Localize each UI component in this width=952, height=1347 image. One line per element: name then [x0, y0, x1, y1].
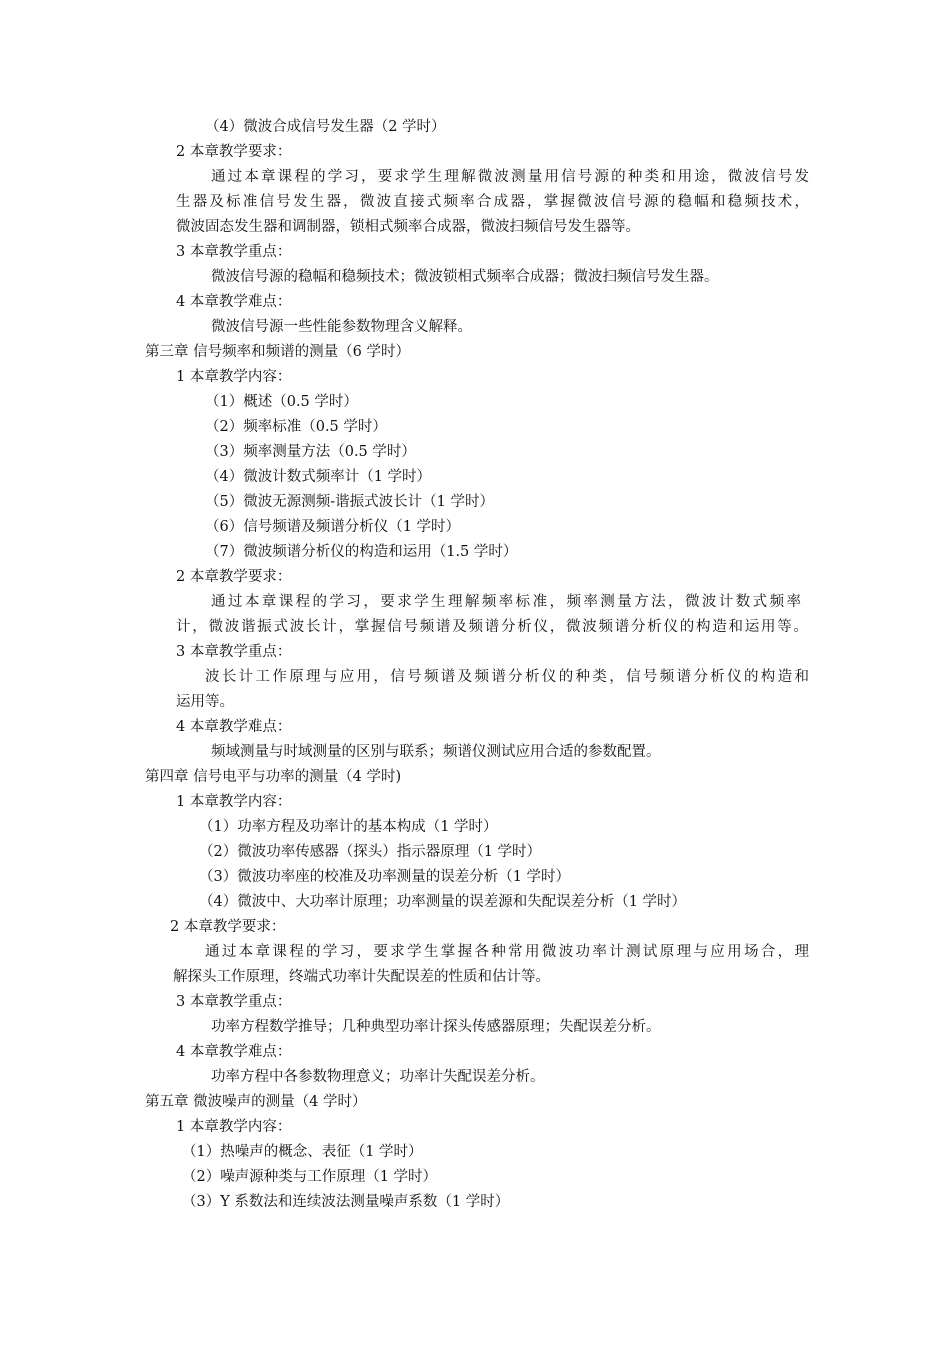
list-item: （3）频率测量方法（0.5 学时）: [205, 444, 416, 460]
paragraph-line: 生器及标准信号发生器，微波直接式频率合成器，掌握微波信号源的稳幅和稳频技术，: [176, 194, 809, 210]
text-line: （4）微波合成信号发生器（2 学时）: [205, 119, 446, 135]
paragraph-line: 频域测量与时域测量的区别与联系；频谱仪测试应用合适的参数配置。: [211, 744, 661, 760]
chapter-heading: 第三章 信号频率和频谱的测量（6 学时）: [145, 344, 410, 360]
section-heading: 2 本章教学要求：: [176, 569, 292, 585]
section-heading: 4 本章教学难点：: [176, 294, 292, 310]
section-heading: 4 本章教学难点：: [176, 1044, 292, 1060]
list-item: （3）微波功率座的校准及功率测量的误差分析（1 学时）: [199, 869, 571, 885]
paragraph-line: 功率方程中各参数物理意义；功率计失配误差分析。: [211, 1069, 545, 1085]
paragraph-line: 通过本章课程的学习，要求学生掌握各种常用微波功率计测试原理与应用场合，理: [205, 944, 809, 960]
paragraph-line: 计，微波谐振式波长计，掌握信号频谱及频谱分析仪，微波频谱分析仪的构造和运用等。: [176, 619, 808, 635]
section-heading: 3 本章教学重点：: [176, 994, 292, 1010]
section-heading: 2 本章教学要求：: [176, 144, 292, 160]
list-item: （6）信号频谱及频谱分析仪（1 学时）: [205, 519, 461, 535]
chapter-heading: 第五章 微波噪声的测量（4 学时）: [145, 1094, 367, 1110]
section-heading: 3 本章教学重点：: [176, 644, 292, 660]
list-item: （4）微波中、大功率计原理；功率测量的误差源和失配误差分析（1 学时）: [199, 894, 687, 910]
section-heading: 1 本章教学内容：: [176, 1119, 292, 1135]
paragraph-line: 微波信号源一些性能参数物理含义解释。: [211, 319, 472, 335]
list-item: （1）功率方程及功率计的基本构成（1 学时）: [199, 819, 498, 835]
paragraph-line: 运用等。: [176, 694, 234, 710]
list-item: （1）热噪声的概念、表征（1 学时）: [182, 1144, 423, 1160]
list-item: （2）噪声源种类与工作原理（1 学时）: [182, 1169, 438, 1185]
list-item: （3）Y 系数法和连续波法测量噪声系数（1 学时）: [182, 1194, 510, 1210]
paragraph-line: 功率方程数学推导；几种典型功率计探头传感器原理；失配误差分析。: [211, 1019, 661, 1035]
paragraph-line: 通过本章课程的学习，要求学生理解频率标准，频率测量方法，微波计数式频率: [211, 594, 801, 610]
list-item: （7）微波频谱分析仪的构造和运用（1.5 学时）: [205, 544, 518, 560]
paragraph-line: 波长计工作原理与应用，信号频谱及频谱分析仪的种类，信号频谱分析仪的构造和: [205, 669, 809, 685]
list-item: （2）微波功率传感器（探头）指示器原理（1 学时）: [199, 844, 542, 860]
section-heading: 4 本章教学难点：: [176, 719, 292, 735]
list-item: （5）微波无源测频-谐振式波长计（1 学时）: [205, 494, 494, 510]
paragraph-line: 微波信号源的稳幅和稳频技术；微波锁相式频率合成器；微波扫频信号发生器。: [211, 269, 719, 285]
paragraph-line: 通过本章课程的学习，要求学生理解微波测量用信号源的种类和用途，微波信号发: [211, 169, 809, 185]
section-heading: 3 本章教学重点：: [176, 244, 292, 260]
section-heading: 1 本章教学内容：: [176, 794, 292, 810]
chapter-heading: 第四章 信号电平与功率的测量（4 学时): [145, 769, 402, 785]
section-heading: 2 本章教学要求：: [170, 919, 286, 935]
list-item: （4）微波计数式频率计（1 学时）: [205, 469, 432, 485]
paragraph-line: 解探头工作原理，终端式功率计失配误差的性质和估计等。: [173, 969, 550, 985]
list-item: （1）概述（0.5 学时）: [205, 394, 358, 410]
section-heading: 1 本章教学内容：: [176, 369, 292, 385]
paragraph-line: 微波固态发生器和调制器，锁相式频率合成器，微波扫频信号发生器等。: [176, 219, 640, 235]
list-item: （2）频率标准（0.5 学时）: [205, 419, 387, 435]
